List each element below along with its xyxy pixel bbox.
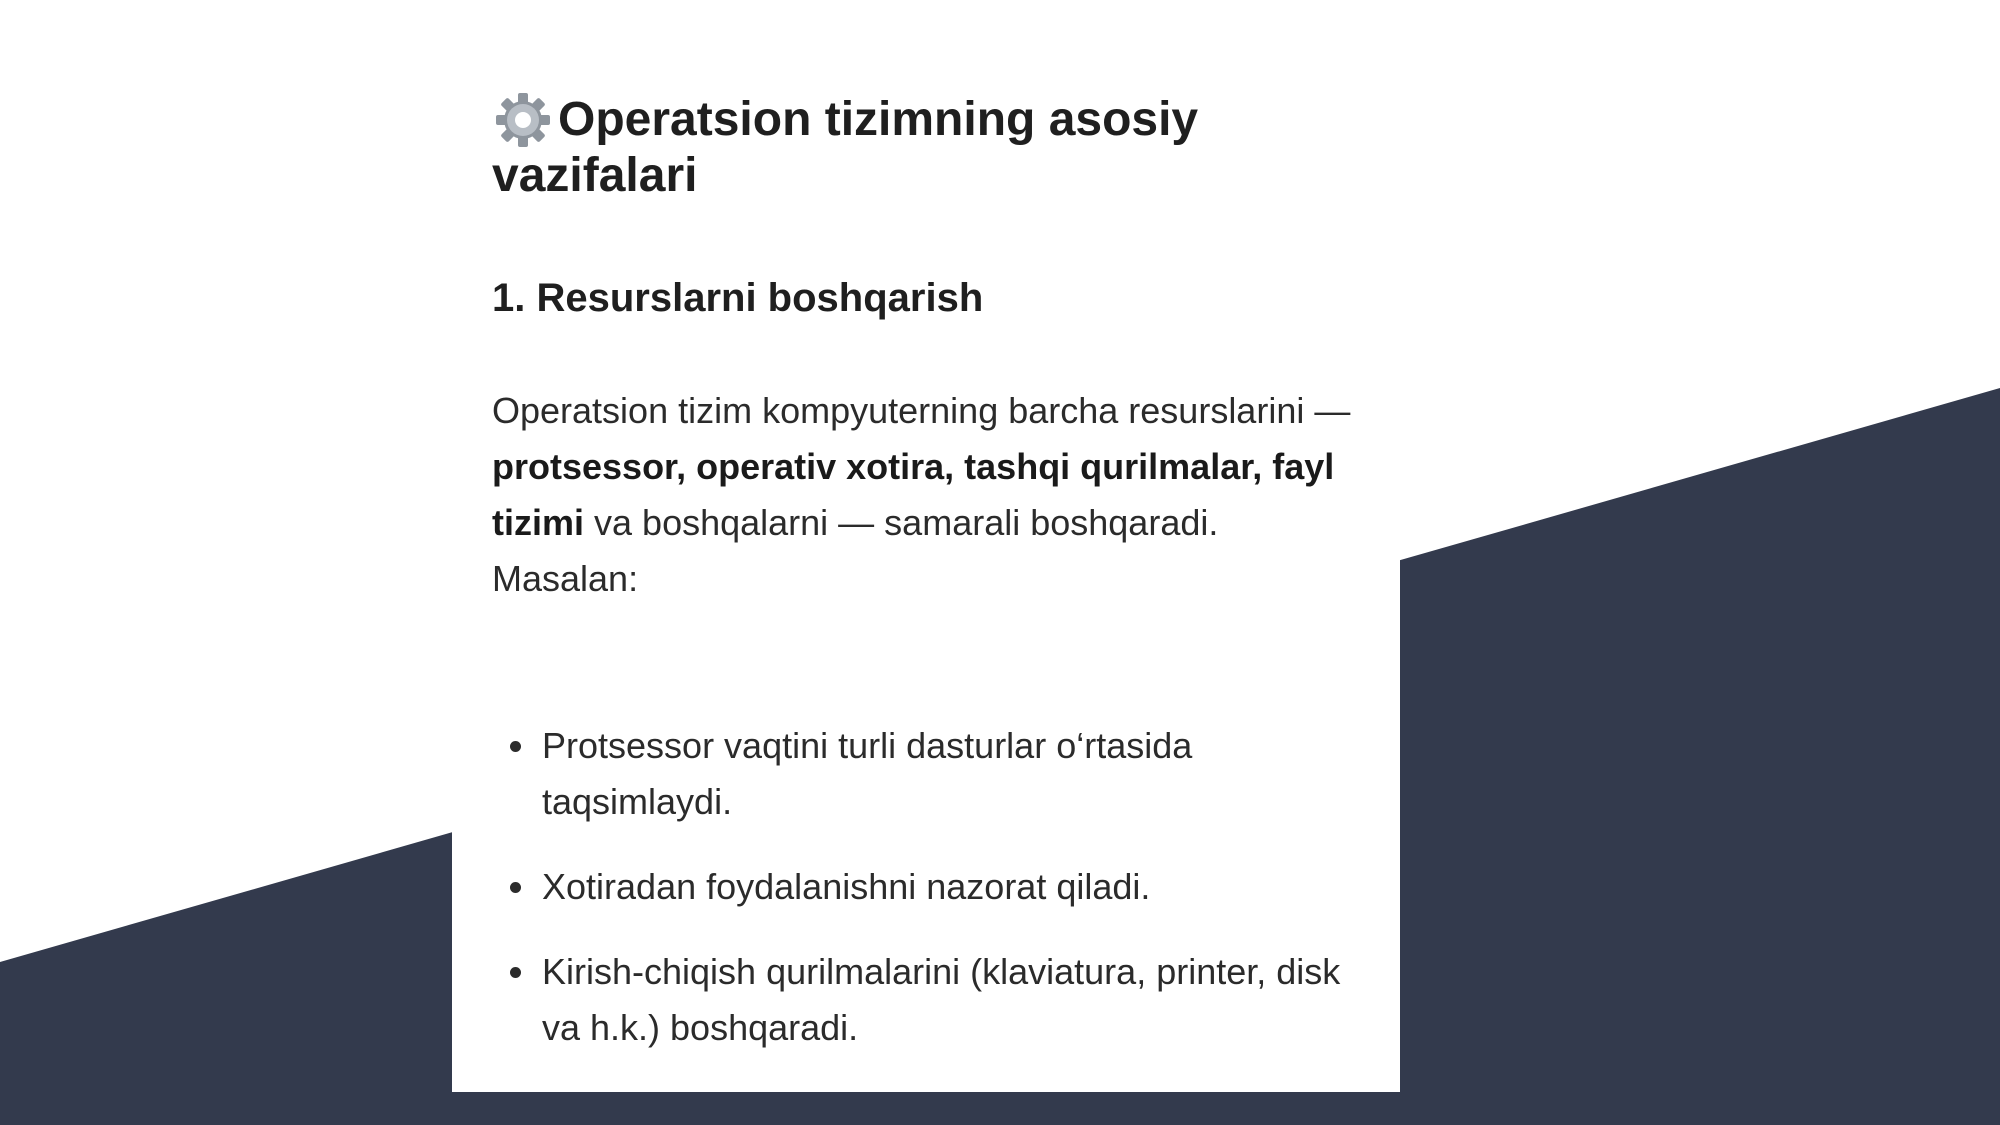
bullet-list [492, 718, 1372, 1056]
bullet-dot [510, 882, 521, 893]
gear-icon [492, 92, 554, 148]
example-label: Masalan: [492, 558, 639, 599]
bullet-dot [510, 741, 521, 752]
list-item [492, 718, 1372, 830]
list-item [492, 944, 1372, 1056]
bullet-dot [510, 967, 521, 978]
document-card [452, 0, 1400, 1092]
paragraph-text-2: va boshqalarni — samarali boshqaradi. [584, 502, 1219, 543]
list-item-text: Kirish-chiqish qurilmalarini (klaviatura, printer, disk va h.k.) boshqaradi. [542, 951, 1341, 1048]
list-item-text: Protsessor vaqtini turli dasturlar o‘rtasida taqsimlaydi. [542, 725, 1193, 822]
paragraph-text-1: Operatsion tizim kompyuterning barcha resurslarini — [492, 390, 1351, 431]
intro-paragraph [492, 383, 1362, 607]
list-item [492, 859, 1372, 915]
paragraph-bold-resources: protsessor, operativ xotira, tashqi qurilmalar, fayl tizimi [492, 446, 1335, 543]
page-title [492, 92, 1352, 204]
section-heading: 1. Resurslarni boshqarish [492, 276, 984, 320]
page-title-text: Operatsion tizimning asosiy vazifalari [492, 93, 1199, 202]
list-item-text: Xotiradan foydalanishni nazorat qiladi. [542, 866, 1151, 907]
